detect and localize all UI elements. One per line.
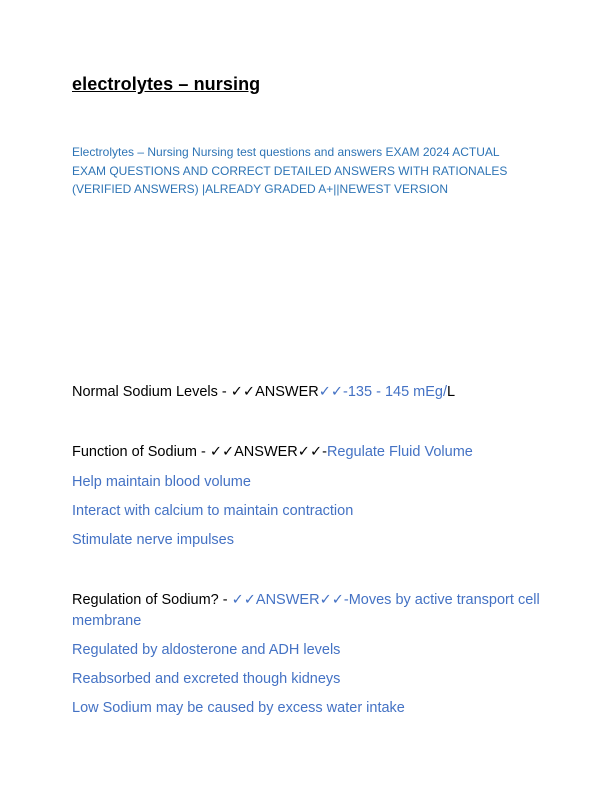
intro-paragraph <box>72 143 542 199</box>
intro-line: (VERIFIED ANSWERS) |ALREADY GRADED A+||NEWEST VERSION <box>72 182 448 196</box>
question-text: Function of Sodium - <box>72 444 210 460</box>
answer-detail-line: Low Sodium may be caused by excess water intake <box>72 700 405 716</box>
answer-label: ANSWER <box>234 444 298 460</box>
check-icon: ✓✓ <box>231 592 256 608</box>
answer-text: -135 - 145 mEg/ <box>343 384 448 400</box>
qa-item-sodium-regulation <box>72 590 552 611</box>
check-icon: ✓✓ <box>209 444 235 460</box>
question-text: Normal Sodium Levels - <box>72 384 231 400</box>
answer-detail-line: Reabsorbed and excreted though kidneys <box>72 671 341 687</box>
answer-text: Regulate Fluid Volume <box>326 444 473 460</box>
qa-item-sodium-function <box>72 442 552 463</box>
answer-detail-line: Help maintain blood volume <box>72 474 251 490</box>
answer-label: ANSWER <box>255 384 319 400</box>
intro-line: Electrolytes – Nursing Nursing test questions and answers EXAM 2024 ACTUAL <box>72 145 500 159</box>
answer-text-tail: L <box>447 384 456 400</box>
answer-dash: - <box>322 444 327 460</box>
document-title: electrolytes – nursing <box>72 74 261 94</box>
check-icon: ✓✓ <box>230 384 256 400</box>
check-icon: ✓✓ <box>318 384 344 400</box>
check-icon: ✓✓ <box>297 444 323 460</box>
answer-detail-line: Regulated by aldosterone and ADH levels <box>72 642 341 658</box>
check-icon: ✓✓ <box>319 592 344 608</box>
answer-detail-line: Stimulate nerve impulses <box>72 532 234 548</box>
answer-label: ANSWER <box>255 592 320 608</box>
answer-detail-line: Interact with calcium to maintain contraction <box>72 503 354 519</box>
intro-line: EXAM QUESTIONS AND CORRECT DETAILED ANSWERS WITH RATIONALES <box>72 163 508 178</box>
answer-text: -Moves by active transport cell <box>343 592 540 608</box>
answer-text-continued: membrane <box>72 613 142 629</box>
question-text: Regulation of Sodium? - <box>72 592 232 608</box>
qa-item-sodium-levels <box>72 382 552 403</box>
